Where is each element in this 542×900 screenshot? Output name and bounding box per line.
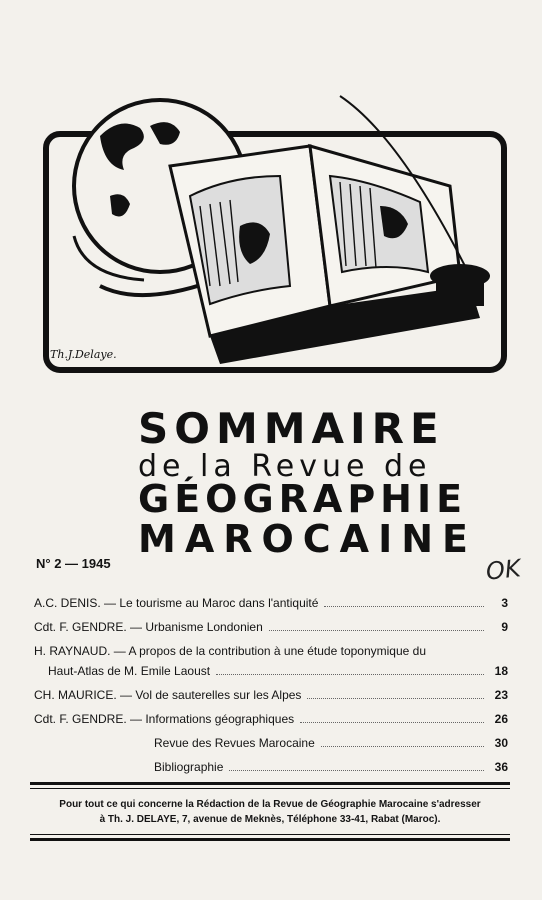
leader-dots — [229, 770, 484, 771]
divider-rule — [30, 788, 510, 789]
toc-entry — [154, 734, 508, 750]
title-line-1: SOMMAIRE — [138, 404, 445, 453]
toc-entry — [154, 758, 508, 774]
inkwell-icon — [430, 264, 490, 306]
leader-dots — [216, 674, 484, 675]
toc-entry — [34, 686, 508, 702]
artist-signature: Th.J.Delaye. — [50, 348, 117, 361]
leader-dots — [321, 746, 484, 747]
leader-dots — [307, 698, 484, 699]
cover-illustration — [40, 86, 510, 376]
toc-entry-page: 18 — [494, 664, 508, 678]
toc-entry — [34, 710, 508, 726]
leader-dots — [324, 606, 484, 607]
toc-entry-page: 26 — [494, 712, 508, 726]
leader-dots — [300, 722, 484, 723]
toc-entry-text: Revue des Revues Marocaine — [154, 736, 315, 750]
title-line-3: GÉOGRAPHIE — [138, 477, 468, 521]
toc-entry-text: A.C. DENIS. — Le tourisme au Maroc dans l'antiquité — [34, 596, 319, 610]
divider-rule — [30, 782, 510, 785]
title-line-4: MAROCAINE — [138, 517, 477, 561]
title-line-2: de la Revue de — [138, 449, 432, 484]
toc-entry-text: Bibliographie — [154, 760, 224, 774]
toc-entry-page: 30 — [494, 736, 508, 750]
toc-entry-text: Cdt. F. GENDRE. — Urbanisme Londonien — [34, 620, 263, 634]
issue-number: N° 2 — 1945 — [36, 556, 111, 571]
footer-line-1: Pour tout ce qui concerne la Rédaction de la Revue de Géographie Marocaine s'adresser — [59, 799, 481, 810]
toc-entry-page: 9 — [501, 620, 508, 634]
toc-entry-page: 3 — [501, 596, 508, 610]
toc-entry-text: Cdt. F. GENDRE. — Informations géographiques — [34, 712, 295, 726]
toc-entry-page: 23 — [494, 688, 508, 702]
toc-entry-page: 36 — [494, 760, 508, 774]
toc-entry-continued — [48, 662, 508, 678]
toc-entry-text: H. RAYNAUD. — A propos de la contribution à une étude toponymique du — [34, 644, 427, 658]
toc-entry — [34, 618, 508, 634]
leader-dots — [269, 630, 484, 631]
toc-entry — [34, 594, 508, 610]
toc-entry-text: CH. MAURICE. — Vol de sauterelles sur les Alpes — [34, 688, 302, 702]
toc-entry — [34, 642, 508, 658]
handwritten-annotation: OK — [484, 554, 523, 586]
divider-rule — [30, 838, 510, 841]
toc-entry-text: Haut-Atlas de M. Emile Laoust — [48, 664, 211, 678]
divider-rule — [30, 834, 510, 835]
footer-line-2: à Th. J. DELAYE, 7, avenue de Meknès, Téléphone 33-41, Rabat (Maroc). — [99, 814, 441, 825]
